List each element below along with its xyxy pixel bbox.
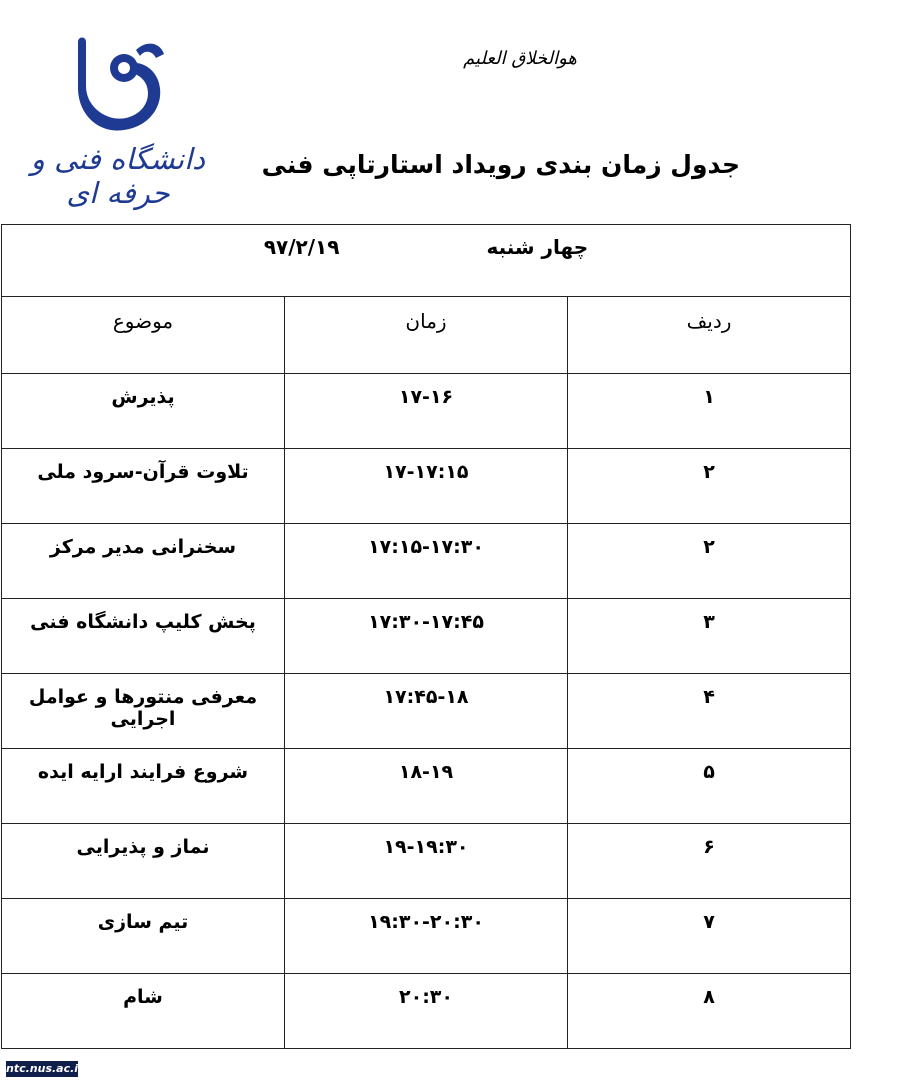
row-zaman: ۱۷-۱۷:۱۵ — [285, 449, 568, 524]
page-title: جدول زمان بندی رویداد استارتاپی فنی — [261, 150, 740, 179]
header-zaman: زمان — [285, 297, 568, 374]
table-row — [2, 749, 851, 824]
table-row — [2, 824, 851, 899]
date-row — [2, 225, 851, 297]
header-radif: ردیف — [568, 297, 851, 374]
row-mozoo: پذیرش — [2, 374, 285, 449]
row-radif: ۸ — [568, 974, 851, 1049]
row-mozoo: معرفی منتورها و عوامل اجرایی — [2, 674, 285, 749]
row-mozoo: تیم سازی — [2, 899, 285, 974]
header-motto: هوالخلاق العلیم — [463, 48, 577, 69]
row-zaman: ۱۷-۱۶ — [285, 374, 568, 449]
row-zaman: ۱۹-۱۹:۳۰ — [285, 824, 568, 899]
row-radif: ۲ — [568, 449, 851, 524]
row-mozoo: پخش کلیپ دانشگاه فنی — [2, 599, 285, 674]
header-mozoo: موضوع — [2, 297, 285, 374]
row-zaman: ۱۷:۴۵-۱۸ — [285, 674, 568, 749]
row-zaman: ۱۷:۱۵-۱۷:۳۰ — [285, 524, 568, 599]
event-date: ۹۷/۲/۱۹ — [263, 235, 340, 259]
row-zaman: ۱۷:۳۰-۱۷:۴۵ — [285, 599, 568, 674]
row-radif: ۶ — [568, 824, 851, 899]
row-radif: ۵ — [568, 749, 851, 824]
row-radif: ۴ — [568, 674, 851, 749]
row-zaman: ۱۹:۳۰-۲۰:۳۰ — [285, 899, 568, 974]
table-header-row — [2, 297, 851, 374]
row-zaman: ۱۸-۱۹ — [285, 749, 568, 824]
row-mozoo: شام — [2, 974, 285, 1049]
table-row — [2, 449, 851, 524]
logo-wordmark: دانشگاه فنی و حرفه ای — [30, 142, 206, 210]
site-url-link[interactable]: ntc.nus.ac.ir — [6, 1062, 84, 1075]
row-radif: ۳ — [568, 599, 851, 674]
row-zaman: ۲۰:۳۰ — [285, 974, 568, 1049]
table-row — [2, 899, 851, 974]
table-row — [2, 374, 851, 449]
date-cell — [2, 225, 851, 297]
table-row — [2, 974, 851, 1049]
table-row — [2, 674, 851, 749]
event-day: چهار شنبه — [486, 235, 589, 259]
row-mozoo: نماز و پذیرایی — [2, 824, 285, 899]
row-mozoo: شروع فرایند ارایه ایده — [2, 749, 285, 824]
table-row — [2, 599, 851, 674]
row-radif: ۷ — [568, 899, 851, 974]
schedule-table — [1, 224, 851, 1049]
table-row — [2, 524, 851, 599]
row-mozoo: تلاوت قرآن-سرود ملی — [2, 449, 285, 524]
row-radif: ۱ — [568, 374, 851, 449]
row-mozoo: سخنرانی مدیر مرکز — [2, 524, 285, 599]
university-logo — [18, 30, 218, 210]
row-radif: ۲ — [568, 524, 851, 599]
